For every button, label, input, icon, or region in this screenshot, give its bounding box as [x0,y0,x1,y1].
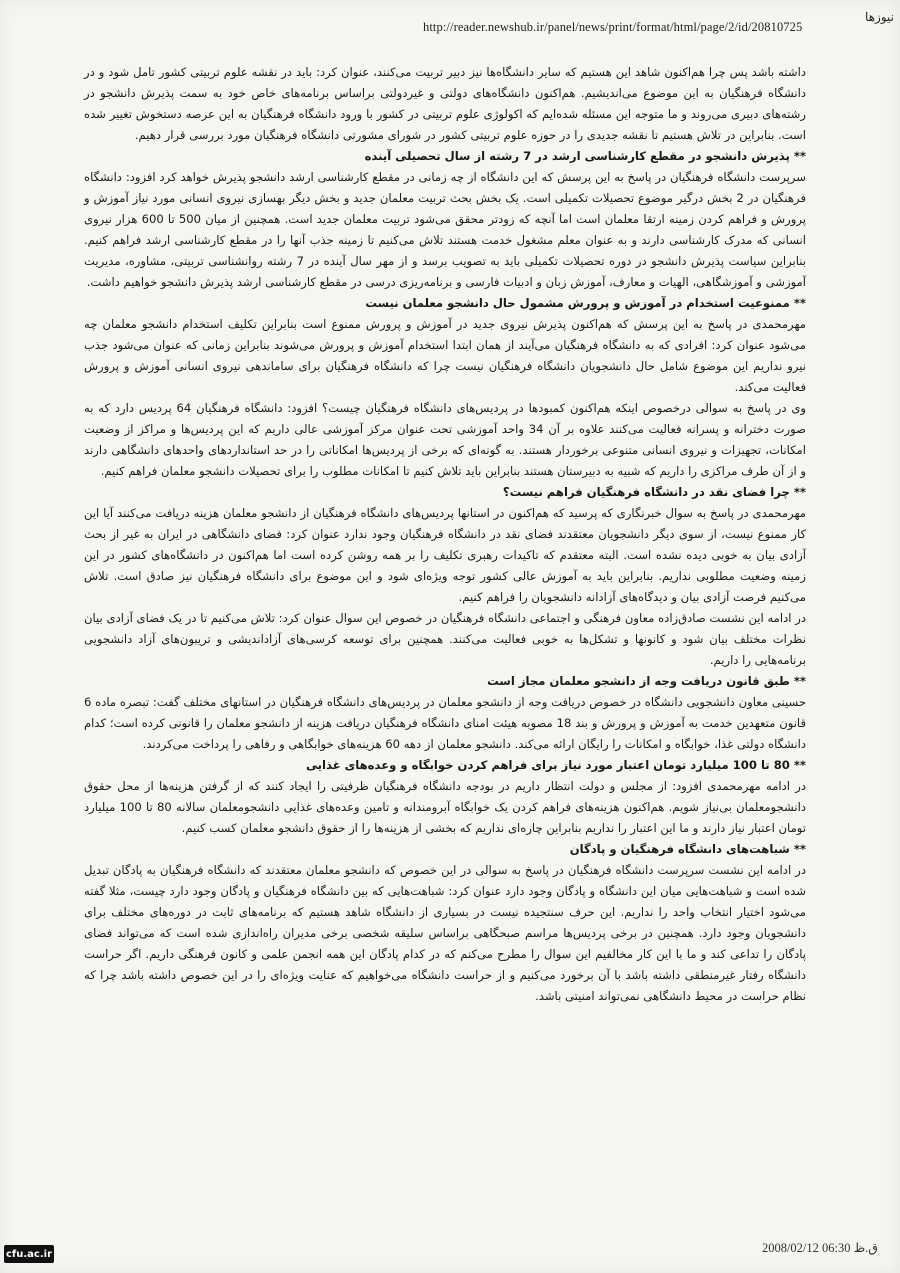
section-heading: ** پذیرش دانشجو در مقطع کارشناسی ارشد در 7 رشته از سال تحصیلی آینده [364,149,806,163]
paragraph: داشته باشد پس چرا هم‌اکنون شاهد این هستیم که سایر دانشگاه‌ها نیز دبیر تربیت می‌کنند، عنوان کرد: باید در نقشه علوم تربیتی کشور تامل شود و در دانشگاه فرهنگیان به این موضوع می‌اندیشیم. هم‌اکنون دانشگاه‌های دولتی و غیردولتی براساس برنامه‌های خاص خود به سمت پذیرش دانشجو در رشته‌های دبیری می‌روند و ما متوجه این مسئله شده‌ایم که اکولوژی علوم تربیتی در کشور با ورود دانشگاه فرهنگیان به این عرصه دستخوش تغییر شده است. بنابراین در تلاش هستیم تا نقشه جدیدی را در حوزه علوم تربیتی کشور در شورای مشورتی دانشگاه فرهنگیان مورد بررسی قرار دهیم. [84,65,806,142]
paragraph: در ادامه این نشست صادق‌زاده معاون فرهنگی و اجتماعی دانشگاه فرهنگیان در خصوص این سوال عنوان کرد: تلاش می‌کنیم تا در یک فضای آزادی بیان نظرات مختلف بیان شود و کانونها و تشکل‌ها به خوبی فعالیت می‌کنند. همچنین برای توسعه کرسی‌های آزاداندیشی و تریبون‌های آزاد دانشجویی برنامه‌هایی را داریم. [84,611,806,667]
print-header [0,10,900,40]
paragraph: در ادامه مهرمحمدی افزود: از مجلس و دولت انتظار داریم در بودجه دانشگاه فرهنگیان ظرفیتی را ایجاد کنند که از گرفتن هزینه‌ها از محل حقوق دانشجومعلمان بی‌نیاز شویم. هم‌اکنون هزینه‌های فراهم کردن یک خوابگاه آبرومندانه و تامین وعده‌های غذایی دانشجومعلمان سالانه 80 تا 100 میلیارد تومان اعتبار نیاز دارند و ما این اعتبار را نداریم بنابراین چاره‌ای نداریم که بخشی از هزینه‌ها را از حقوق دانشجو معلمان کسب کنیم. [84,779,806,835]
paragraph: مهرمحمدی در پاسخ به این پرسش که هم‌اکنون پذیرش نیروی جدید در آموزش و پرورش ممنوع است بنابراین تکلیف استخدام دانشجو معلمان چه می‌شود عنوان کرد: افرادی که به دانشگاه فرهنگیان می‌آیند از همان ابتدا استخدام آموزش و پرورش می‌شوند بنابراین زمانی که عنوان می‌شود جذب نیرو نداریم این موضوع شامل حال دانشجویان دانشگاه فرهنگیان نیست چرا که دانشگاه فرهنگیان برای ساماندهی نیروی انسانی آموزش و پرورش فعالیت می‌کند. [84,317,806,394]
paragraph: سرپرست دانشگاه فرهنگیان در پاسخ به این پرسش که این دانشگاه از چه زمانی در مقطع کارشناسی ارشد دانشجو پذیرش خواهد کرد افزود: دانشگاه فرهنگیان در 2 بخش درگیر موضوع تحصیلات تکمیلی است. یک بخش بحث تربیت معلمان جدید و بخش دیگر بهسازی نیروی انسانی مورد نیاز آموزش و پرورش و فراهم کردن زمینه ارتقا معلمان است اما آنچه که زودتر محقق می‌شود تربیت معلمان جدید است. همچنین از میان 500 تا 600 هزار نیروی انسانی که مدرک کارشناسی دارند و به عنوان معلم مشغول خدمت هستند تلاش می‌کنیم تا زمینه جذب آنها را در مقطع کارشناسی ارشد فراهم کنیم. بنابراین سیاست پذیرش دانشجو در دوره تحصیلات تکمیلی باید به تصویب برسد و از مهر سال آینده در 7 رشته روانشناسی تربیتی، مشاوره، مدیریت آموزشی و آموزشگاهی، الهیات و معارف، آموزش زبان و ادبیات فارسی و برنامه‌ریزی درسی در مقطع کارشناسی ارشد پذیرش دانشجو خواهیم داشت. [84,170,806,289]
article-body [84,62,806,1007]
page-url: http://reader.newshub.ir/panel/news/print/format/html/page/2/id/20810725 [423,20,803,34]
site-name: نیوزها [865,10,894,24]
section-heading: ** ممنوعیت استخدام در آموزش و پرورش مشمول حال دانشجو معلمان نیست [365,296,806,310]
print-timestamp: 2008/02/12 06:30 ق.ظ [761,1241,878,1255]
paragraph: حسینی معاون دانشجویی دانشگاه در خصوص دریافت وجه از دانشجو معلمان در پردیس‌های دانشگاه فرهنگیان در استانهای مختلف گفت: تبصره ماده 6 قانون متعهدین خدمت به آموزش و پرورش و بند 18 مصوبه هیئت امنای دانشگاه فرهنگیان دریافت هزینه از دانشجو معلمان را قانونی کرده است؛ کدام دانشگاه دولتی غذا، خوابگاه و امکانات را رایگان ارائه می‌کند. دانشجو معلمان از دهه 60 هزینه‌های خوابگاهی و رفاهی را پرداخت می‌کردند. [84,695,807,751]
paragraph: وی در پاسخ به سوالی درخصوص اینکه هم‌اکنون کمبودها در پردیس‌های دانشگاه فرهنگیان چیست؟ افزود: دانشگاه فرهنگیان 64 پردیس دارد که به صورت دخترانه و پسرانه فعالیت می‌کنند علاوه بر آن 34 واحد آموزشی تحت عنوان مرکز آموزشی عالی داریم که این پردیس‌ها و مراکز از وضعیت امکانات، تجهیزات و نیروی انسانی متنوعی برخوردار هستند. به گونه‌ای که برخی از پردیس‌ها امکاناتی را در حد استانداردهای واحدهای دانشگاهی دارند و از آن طرف مراکزی را داریم که شبیه به دبیرستان هستند بنابراین باید تلاش کنیم تا امکانات مطلوب را برای تحصیلات دانشجو معلمان فراهم کنیم. [84,401,807,478]
paragraph: مهرمحمدی در پاسخ به سوال خبرنگاری که پرسید که هم‌اکنون در استانها پردیس‌های دانشگاه فرهنگیان از دانشجو معلمان هزینه دریافت می‌کنند آیا این کار ممنوع نیست، از سوی دیگر دانشجویان معتقدند فضای نقد در دانشگاه فرهنگیان وجود ندارد عنوان کرد: فضای دانشگاهی در ایران به غیر از بحث آزادی بیان به خوبی دیده نشده است. البته معتقدم که تاکیدات رهبری تکلیف را بر همه روشن کرده است اما هم‌اکنون در دانشگاه‌های کشور در این زمینه وضعیت مطلوبی نداریم. بنابراین باید به آموزش عالی کشور توجه ویژه‌ای شود و این موضوع برای دانشگاه فرهنگیان نیز صادق است. تلاش می‌کنیم فرصت آزادی بیان و دیدگاه‌های آزادانه دانشجویان را فراهم کنیم. [84,506,806,604]
paragraph: در ادامه این نشست سرپرست دانشگاه فرهنگیان در پاسخ به سوالی در این خصوص که دانشجو معلمان معتقدند که دانشگاه فرهنگیان به پادگان تبدیل شده است و شباهت‌هایی میان این دانشگاه و پادگان وجود دارد عنوان کرد: شباهت‌هایی که بین دانشگاه فرهنگیان و پادگان وجود دارد چیست، مثلا گفته می‌شود اختیار انتخاب واحد را نداریم. این حرف سنتجیده نیست در بسیاری از دانشگاه شاهد هستیم که برنامه‌های ثابت در دوره‌های مختلف برای دانشجویان وجود دارد. همچنین در برخی پردیس‌ها مراسم صبحگاهی براساس سلیقه شخصی برخی مدیران راه‌اندازی شده است که می‌تواند فضای پادگان را تداعی کند و ما با این کار مخالفیم این سوال را مطرح می‌کنم که در کدام پادگان این همه انجمن علمی و کانون فرهنگی داریم. اگر حراست دانشگاه رفتار غیرمنطقی داشته باشد با آن برخورد می‌کنیم و از حراست دانشگاه می‌خواهیم که عنایت ویژه‌ای را در این خصوص داشته باشد چرا که نظام حراست در محیط دانشگاهی نمی‌تواند امنیتی باشد. [84,863,806,1003]
section-heading: ** طبق قانون دریافت وجه از دانشجو معلمان مجاز است [487,674,806,688]
section-heading: ** 80 تا 100 میلیارد تومان اعتبار مورد نیاز برای فراهم کردن خوابگاه و وعده‌های غذایی [305,758,806,772]
cfu-logo: cfu.ac.ir [4,1245,54,1263]
section-heading: ** شباهت‌های دانشگاه فرهنگیان و پادگان [569,842,806,856]
section-heading: ** چرا فضای نقد در دانشگاه فرهنگیان فراهم نیست؟ [502,485,806,499]
